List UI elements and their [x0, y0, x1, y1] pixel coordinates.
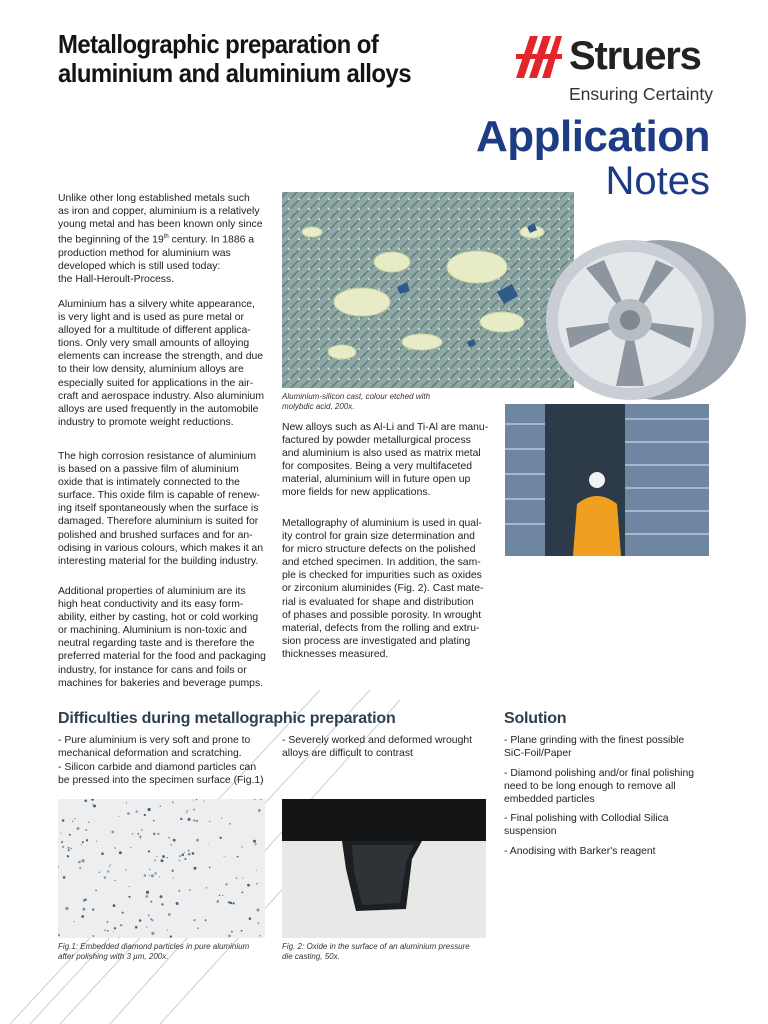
- intro-paragraph-3: The high corrosion resistance of aluminium is based on a passive film of aluminium oxide that is intimately connected to the surface. This oxide film is capable of renew- ing itself spontaneously when the surface is damaged. Therefore aluminium is suited for polished and brushed surfaces and for an- odising in various colours, which makes it an interesting material for the building industry.: [58, 451, 264, 567]
- aluminium-warehouse-photo: [505, 404, 709, 556]
- solution-heading: Solution: [504, 710, 567, 727]
- middle-paragraph-2: Metallography of aluminium is used in qual- ity control for grain size determination and for micro structure defects on the polished and etched specimen. In addition, the sam- ple is checked for impurities such as oxides or zirconium aluminides (Fig. 2). Cast mate- rial is evaluated for shape and distribution of phases and possible porosity. In wrought material, defects from the rolling and extru- sion process are investigated and plating thicknesses measured.: [282, 518, 484, 660]
- solution-item: - Diamond polishing and/or final polishing need to be long enough to remove all embedded particles: [504, 768, 695, 806]
- difficulty-item: - Silicon carbide and diamond particles can be pressed into the specimen surface (Fig.1): [58, 762, 264, 787]
- intro-paragraph-1: Unlike other long established metals such as iron and copper, aluminium is a relatively young metal and has been known only since the beginning of the 19th century. In 1886 a production method for aluminium was developed which is still used today: the Hall-Heroult-Process.: [58, 193, 263, 286]
- difficulty-item: - Pure aluminium is very soft and prone to mechanical deformation and scratching.: [58, 735, 251, 760]
- brand-tagline: Ensuring Certainty: [569, 84, 713, 104]
- wheel-rim-image: [546, 238, 750, 402]
- solution-item: - Anodising with Barker's reagent: [504, 846, 656, 857]
- difficulty-item: - Severely worked and deformed wrought alloys are difficult to contrast: [282, 735, 473, 760]
- micrograph-caption: Aluminium-silicon cast, colour etched with molybdic acid, 200x.: [282, 392, 431, 411]
- intro-paragraph-2: Aluminium has a silvery white appearance, is very light and is used as pure metal or alloyed for a multitude of different applica- tions. Only very small amounts of alloying elements can increase the strength, and due to their low density, aluminium alloys are especially suited for applications in the air- craft and aerospace industry. Also aluminium alloys are used frequently in the automobile industry to promote weight reductions.: [58, 299, 264, 428]
- middle-paragraph-1: New alloys such as Al-Li and Ti-Al are manu- factured by powder metallurgical process and aluminium is also used as matrix metal for composites. Being a very multifaceted material, aluminium will in future open up more fields for new applications.: [282, 422, 489, 499]
- brand-name: Struers: [569, 34, 701, 78]
- series-title-line1: Application: [475, 112, 710, 161]
- fig2-image: [282, 799, 486, 938]
- fig1-image: [58, 799, 265, 938]
- intro-paragraph-4: Additional properties of aluminium are its high heat conductivity and its easy form- ability, either by casting, hot or cold working or machining. Aluminium is non-toxic and neutral regarding taste and is therefore the preferred material for the food and packaging industry, for instance for cans and foils or machines for bakeries and beverage pumps.: [58, 586, 266, 689]
- solution-item: - Plane grinding with the finest possible SiC-Foil/Paper: [504, 735, 685, 760]
- fig1-caption: Fig.1: Embedded diamond particles in pure aluminium after polishing with 3 µm, 200x.: [58, 942, 250, 961]
- series-title-line2: Notes: [605, 159, 710, 203]
- difficulties-heading: Difficulties during metallographic preparation: [58, 710, 396, 727]
- page-title: Metallographic preparation of aluminium and aluminium alloys: [58, 29, 411, 88]
- struers-logo-icon: [516, 34, 562, 80]
- solution-item: - Final polishing with Collodial Silica suspension: [504, 813, 669, 838]
- micrograph-image: [282, 192, 574, 388]
- fig2-caption: Fig. 2: Oxide in the surface of an aluminium pressure die casting, 50x.: [282, 942, 470, 961]
